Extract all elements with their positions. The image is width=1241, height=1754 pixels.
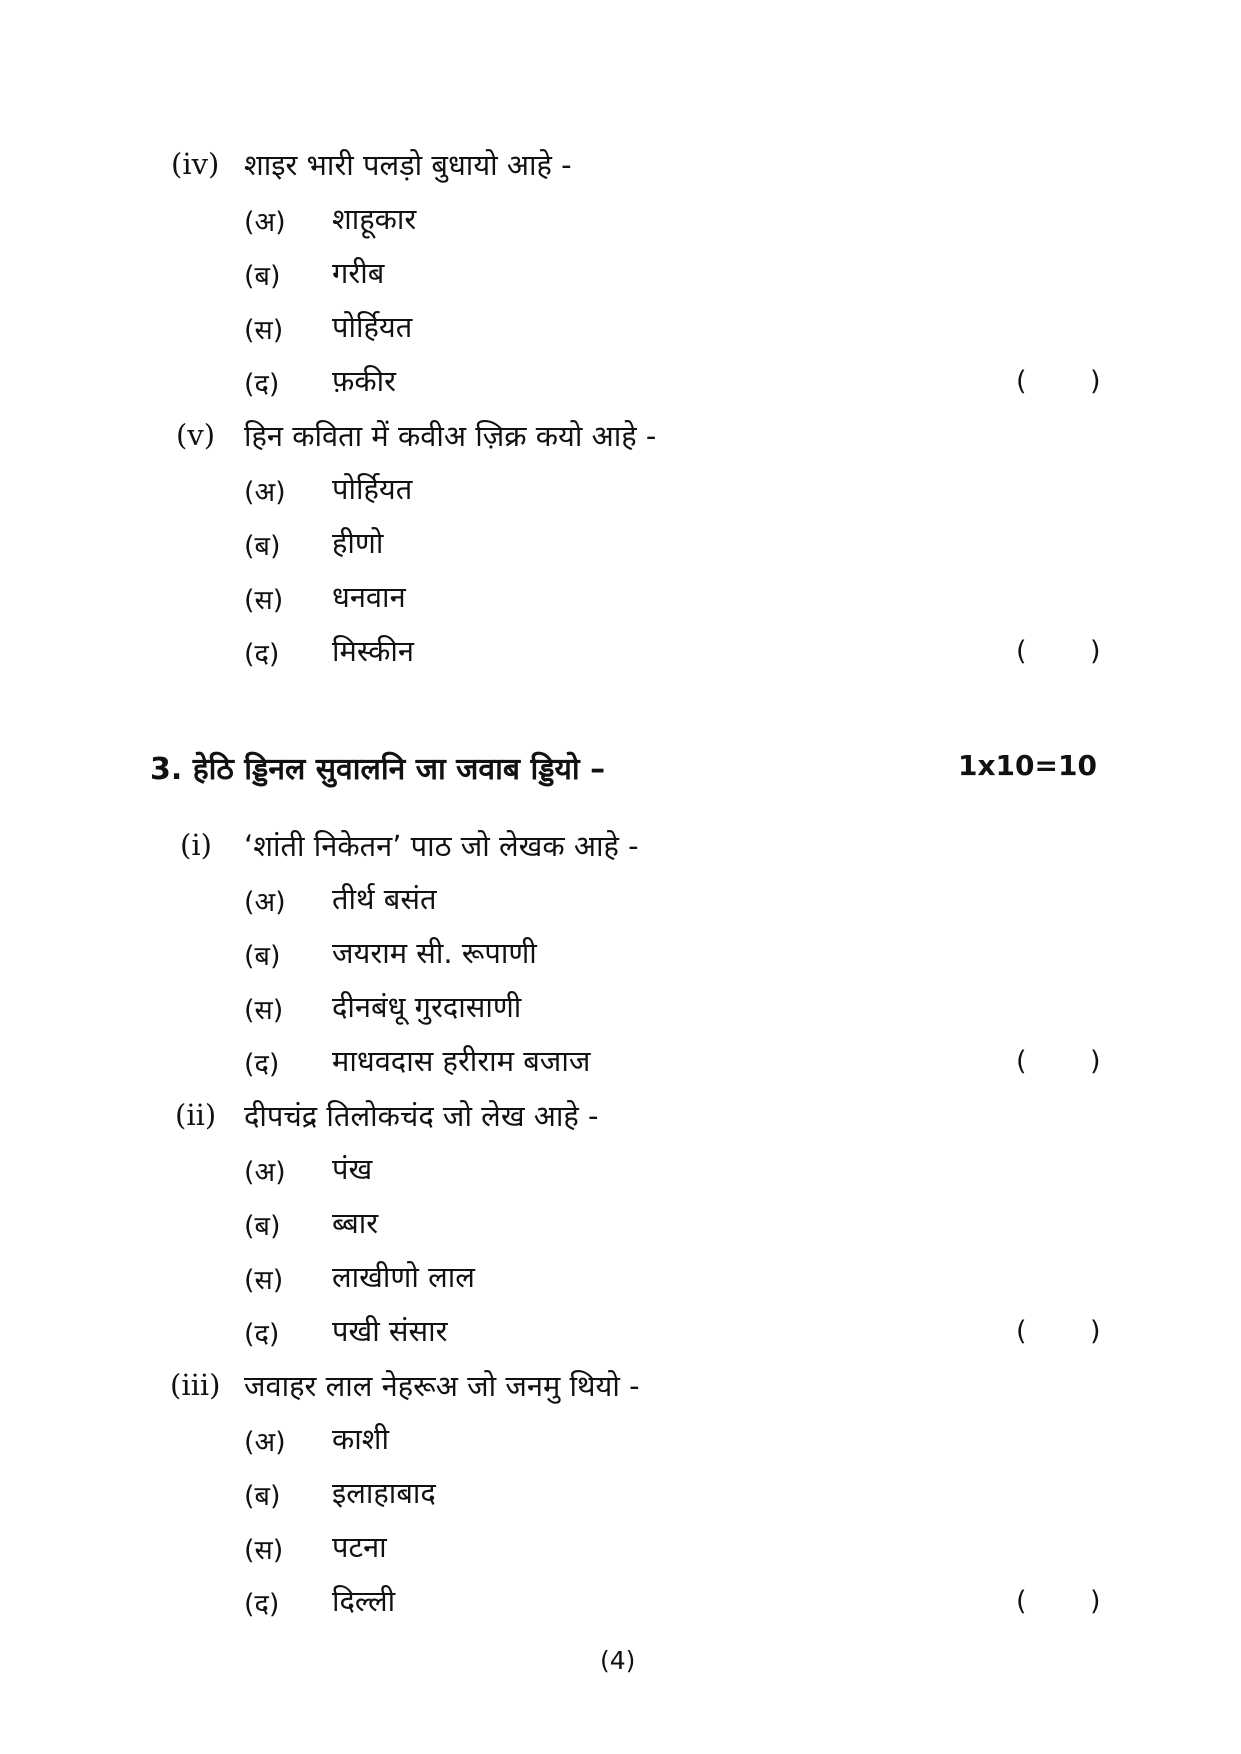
question-text: ‘शांती निकेतन’ पाठ जो लेखक आहे - <box>244 829 639 863</box>
option-letter: (अ) <box>244 1157 286 1188</box>
option-letter: (स) <box>244 1265 284 1296</box>
option-text: ब्बार <box>332 1206 379 1240</box>
option-letter: (अ) <box>244 207 286 238</box>
option-letter: (स) <box>244 585 284 616</box>
option-text: इलाहाबाद <box>332 1476 436 1510</box>
option-text: पखी संसार <box>332 1314 448 1348</box>
page-number: (4) <box>600 1646 636 1675</box>
question-text: जवाहर लाल नेहरूअ जो जनमु थियो - <box>244 1369 640 1403</box>
option-text: पटना <box>332 1530 387 1564</box>
option-text: दीनबंधू गुरदासाणी <box>332 990 522 1024</box>
option-letter: (अ) <box>244 887 286 918</box>
section-marks: 1x10=10 <box>958 749 1097 782</box>
option-letter: (ब) <box>244 261 281 292</box>
answer-bracket-close: ) <box>1090 1046 1101 1077</box>
answer-bracket-open: ( <box>1016 366 1027 397</box>
option-letter: (द) <box>244 1589 280 1620</box>
option-text: पंख <box>332 1152 373 1186</box>
question-number: (i) <box>180 828 212 862</box>
answer-bracket-close: ) <box>1090 1316 1101 1347</box>
option-text: काशी <box>332 1422 390 1456</box>
question-number: (iv) <box>171 147 220 181</box>
option-letter: (द) <box>244 1049 280 1080</box>
option-text: पोर्हियत <box>332 310 413 344</box>
option-text: दिल्ली <box>332 1584 396 1618</box>
question-number: (ii) <box>175 1098 217 1132</box>
question-number: (iii) <box>170 1368 221 1402</box>
option-letter: (द) <box>244 369 280 400</box>
option-letter: (ब) <box>244 531 281 562</box>
question-text: शाइर भारी पलड़ो बुधायो आहे - <box>244 148 572 182</box>
option-letter: (ब) <box>244 1481 281 1512</box>
option-letter: (ब) <box>244 1211 281 1242</box>
option-text: धनवान <box>332 580 406 614</box>
option-text: गरीब <box>332 256 385 290</box>
question-text: दीपचंद्र तिलोकचंद जो लेख आहे - <box>244 1099 599 1133</box>
option-text: मिस्कीन <box>332 634 415 668</box>
answer-bracket-close: ) <box>1090 1586 1101 1617</box>
answer-bracket-open: ( <box>1016 1046 1027 1077</box>
option-text: जयराम सी. रूपाणी <box>332 936 537 970</box>
option-text: फ़कीर <box>332 364 397 398</box>
answer-bracket-open: ( <box>1016 636 1027 667</box>
option-text: माधवदास हरीराम बजाज <box>332 1044 591 1078</box>
option-letter: (अ) <box>244 1427 286 1458</box>
answer-bracket-open: ( <box>1016 1586 1027 1617</box>
option-letter: (स) <box>244 1535 284 1566</box>
option-text: पोर्हियत <box>332 472 413 506</box>
answer-bracket-close: ) <box>1090 366 1101 397</box>
question-number: (v) <box>176 418 216 452</box>
option-text: तीर्थ बसंत <box>332 882 437 916</box>
answer-bracket-open: ( <box>1016 1316 1027 1347</box>
option-text: लाखीणो लाल <box>332 1260 475 1294</box>
option-letter: (द) <box>244 1319 280 1350</box>
answer-bracket-close: ) <box>1090 636 1101 667</box>
question-text: हिन कविता में कवीअ ज़िक्र कयो आहे - <box>244 419 657 453</box>
option-letter: (द) <box>244 639 280 670</box>
section-title: 3. हेठि ड्डिनल सुवालनि जा जवाब ड्डियो – <box>150 752 606 787</box>
option-text: शाहूकार <box>332 202 417 236</box>
option-letter: (स) <box>244 315 284 346</box>
option-letter: (अ) <box>244 477 286 508</box>
option-letter: (स) <box>244 995 284 1026</box>
option-letter: (ब) <box>244 941 281 972</box>
option-text: हीणो <box>332 526 384 560</box>
